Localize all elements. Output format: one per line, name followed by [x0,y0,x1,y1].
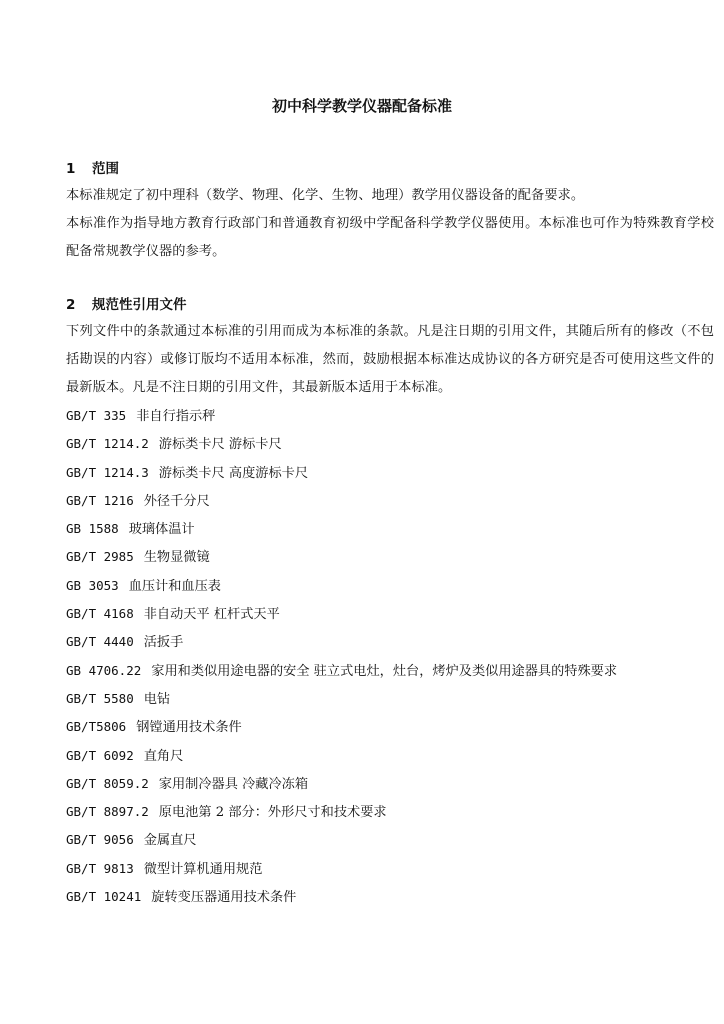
section-number: 2 [66,297,76,313]
reference-item [66,487,714,515]
reference-title: 钢镗通用技术条件 [136,720,242,736]
paragraph: 本标准规定了初中理科（数学、物理、化学、生物、地理）教学用仪器设备的配备要求。 [66,188,585,203]
reference-item [66,798,714,826]
reference-item [66,430,714,458]
reference-item [66,515,714,543]
reference-code: GB/T 10241 [66,889,142,905]
reference-code: GB/T 5580 [66,690,134,706]
document-title: 初中科学教学仪器配备标准 [271,97,452,115]
section-heading [66,156,714,182]
reference-code: GB/T 9056 [66,832,134,848]
reference-item [66,713,714,741]
reference-item [66,402,714,430]
reference-item [66,600,714,628]
reference-title: 家用和类似用途电器的安全 驻立式电灶，灶台，烤炉及类似用途器具的特殊要求 [151,663,618,679]
section-normative-references [66,292,714,911]
reference-item [66,657,714,685]
section-number: 1 [66,161,76,177]
reference-item [66,826,714,854]
reference-title: 玻璃体温计 [128,522,195,538]
reference-title: 活扳手 [143,635,184,651]
reference-code: GB/T 6092 [66,747,134,763]
reference-item [66,572,714,600]
reference-code: GB/T 9813 [66,860,134,876]
paragraph: 本标准作为指导地方教育行政部门和普通教育初级中学配备科学教学仪器使用。本标准也可作为特殊教育学校配备常规教学仪器的参考。 [66,216,714,259]
reference-title: 电钻 [143,691,171,707]
reference-title: 外径千分尺 [143,493,210,509]
reference-code: GB/T5806 [66,719,127,735]
reference-code: GB 3053 [66,577,119,593]
reference-code: GB 1588 [66,521,119,537]
section-heading-text: 范围 [92,161,119,177]
section-scope [66,156,714,266]
reference-code: GB/T 8059.2 [66,775,149,791]
spacer [66,266,714,292]
reference-title: 金属直尺 [143,833,197,849]
reference-code: GB/T 4440 [66,634,134,650]
section-heading [66,292,714,318]
reference-title: 血压计和血压表 [128,578,221,594]
reference-title: 家用制冷器具 冷藏冷冻箱 [158,776,309,792]
reference-code: GB/T 2985 [66,549,134,565]
reference-code: GB/T 335 [66,408,127,423]
reference-code: GB/T 8897.2 [66,804,149,820]
reference-item [66,543,714,571]
reference-code: GB/T 1216 [66,492,134,508]
document-body [66,156,714,911]
reference-title: 旋转变压器通用技术条件 [151,890,297,906]
reference-item [66,883,714,911]
section-heading-text: 规范性引用文件 [92,297,187,313]
reference-item [66,685,714,713]
reference-item [66,742,714,770]
reference-code: GB/T 1214.3 [66,464,149,480]
reference-code: GB/T 1214.2 [66,436,149,452]
paragraph: 下列文件中的条款通过本标准的引用而成为本标准的条款。凡是注日期的引用文件，其随后所有的修改（不包括勘误的内容）或修订版均不适用本标准，然而，鼓励根据本标准达成协议的各方研究是否可使用这些文件的最新版本。凡是不注日期的引用文件，其最新版本适用于本标准。 [66,324,714,395]
reference-title: 生物显微镜 [143,550,210,566]
reference-list [66,402,714,911]
reference-title: 非自行指示秤 [136,409,216,424]
reference-title: 直角尺 [143,748,184,764]
reference-title: 游标类卡尺 游标卡尺 [158,437,282,453]
reference-code: GB 4706.22 [66,662,142,678]
reference-item [66,628,714,656]
reference-item [66,770,714,798]
reference-title: 微型计算机通用规范 [143,861,263,877]
reference-code: GB/T 4168 [66,606,134,622]
reference-title: 游标类卡尺 高度游标卡尺 [158,465,309,481]
reference-item [66,855,714,883]
reference-title: 原电池第 2 部分：外形尺寸和技术要求 [158,805,387,821]
reference-title: 非自动天平 杠杆式天平 [143,607,280,623]
reference-item [66,459,714,487]
